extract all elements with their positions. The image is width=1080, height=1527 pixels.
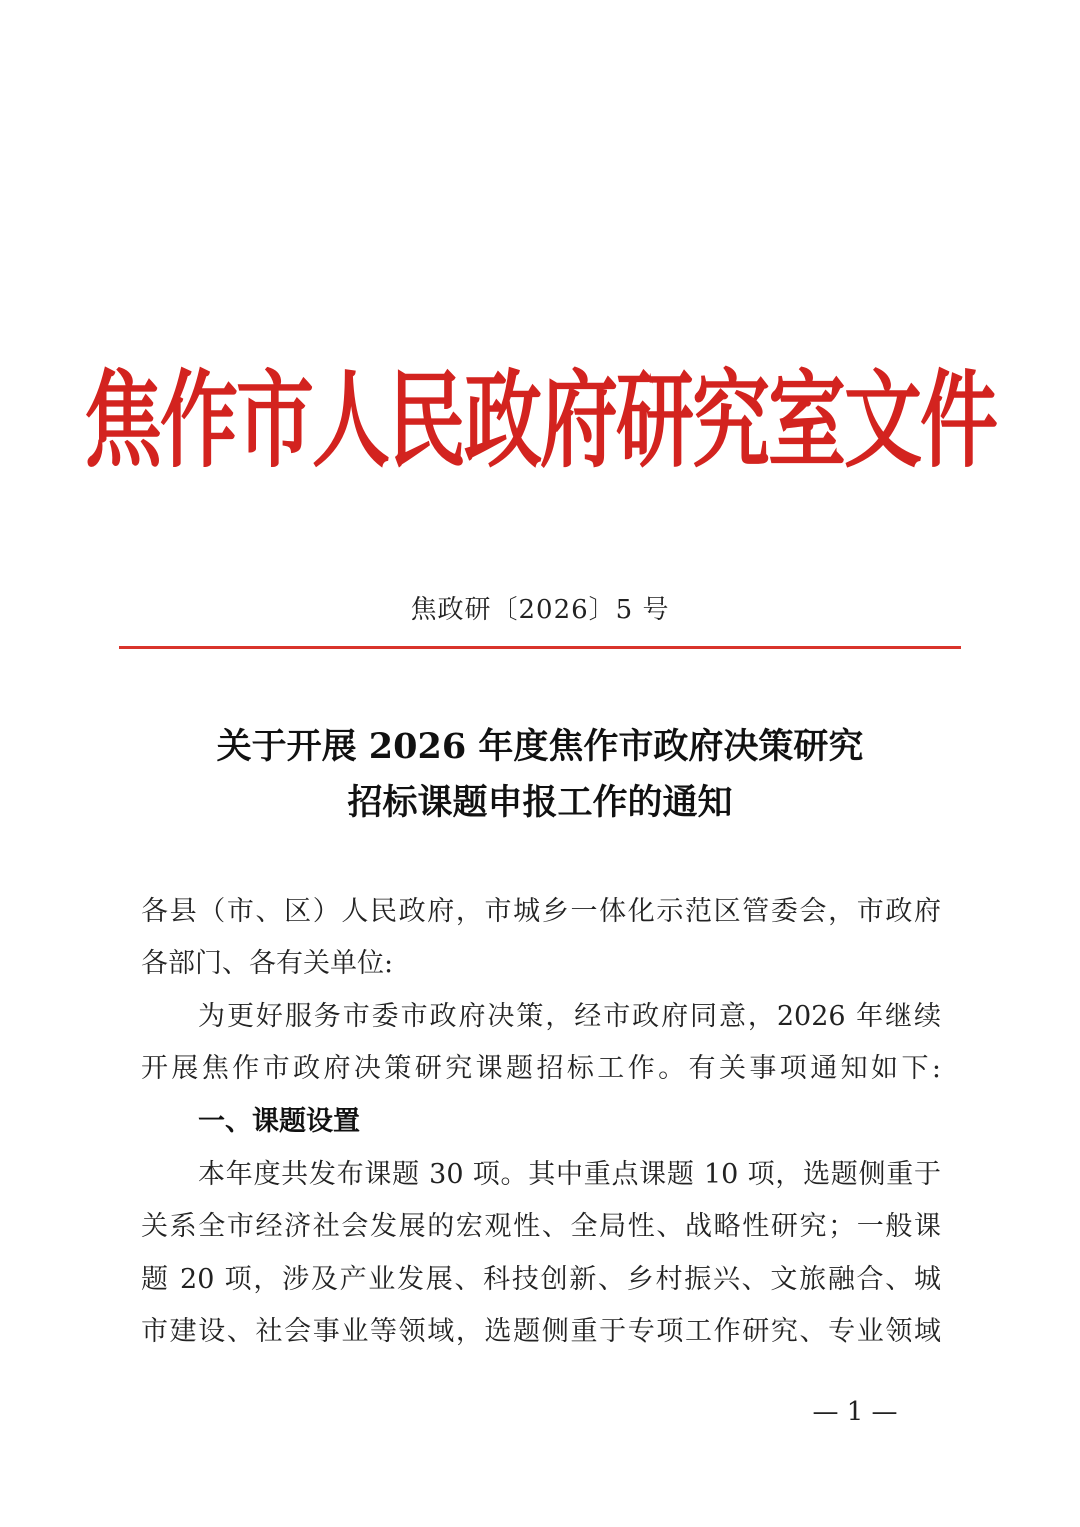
section1-line-1: 本年度共发布课题 30 项。其中重点课题 10 项，选题侧重于 [198,1159,941,1190]
page-number: — 1 — [812,1397,898,1427]
red-divider-line [119,646,961,649]
notice-title-line-1: 关于开展 2026 年度焦作市政府决策研究 [216,726,864,767]
notice-title-line-2: 招标课题申报工作的通知 [347,782,733,823]
document-number: 焦政研〔2026〕5 号 [410,595,670,625]
section-heading-topic-settings: 一、课题设置 [198,1106,360,1137]
section1-line-4: 市建设、社会事业等领域，选题侧重于专项工作研究、专业领域 [141,1316,941,1347]
intro-line-2: 开展焦作市政府决策研究课题招标工作。有关事项通知如下: [141,1053,941,1084]
section1-line-3: 题 20 项，涉及产业发展、科技创新、乡村振兴、文旅融合、城 [141,1264,941,1295]
intro-line-1: 为更好服务市委市政府决策，经市政府同意，2026 年继续 [198,1001,941,1032]
section1-line-2: 关系全市经济社会发展的宏观性、全局性、战略性研究；一般课 [141,1211,941,1242]
document-header-title: 焦作市人民政府研究室文件 [83,361,996,483]
addressee-line-1: 各县（市、区）人民政府，市城乡一体化示范区管委会，市政府 [141,896,941,927]
addressee-line-2: 各部门、各有关单位: [141,948,394,979]
